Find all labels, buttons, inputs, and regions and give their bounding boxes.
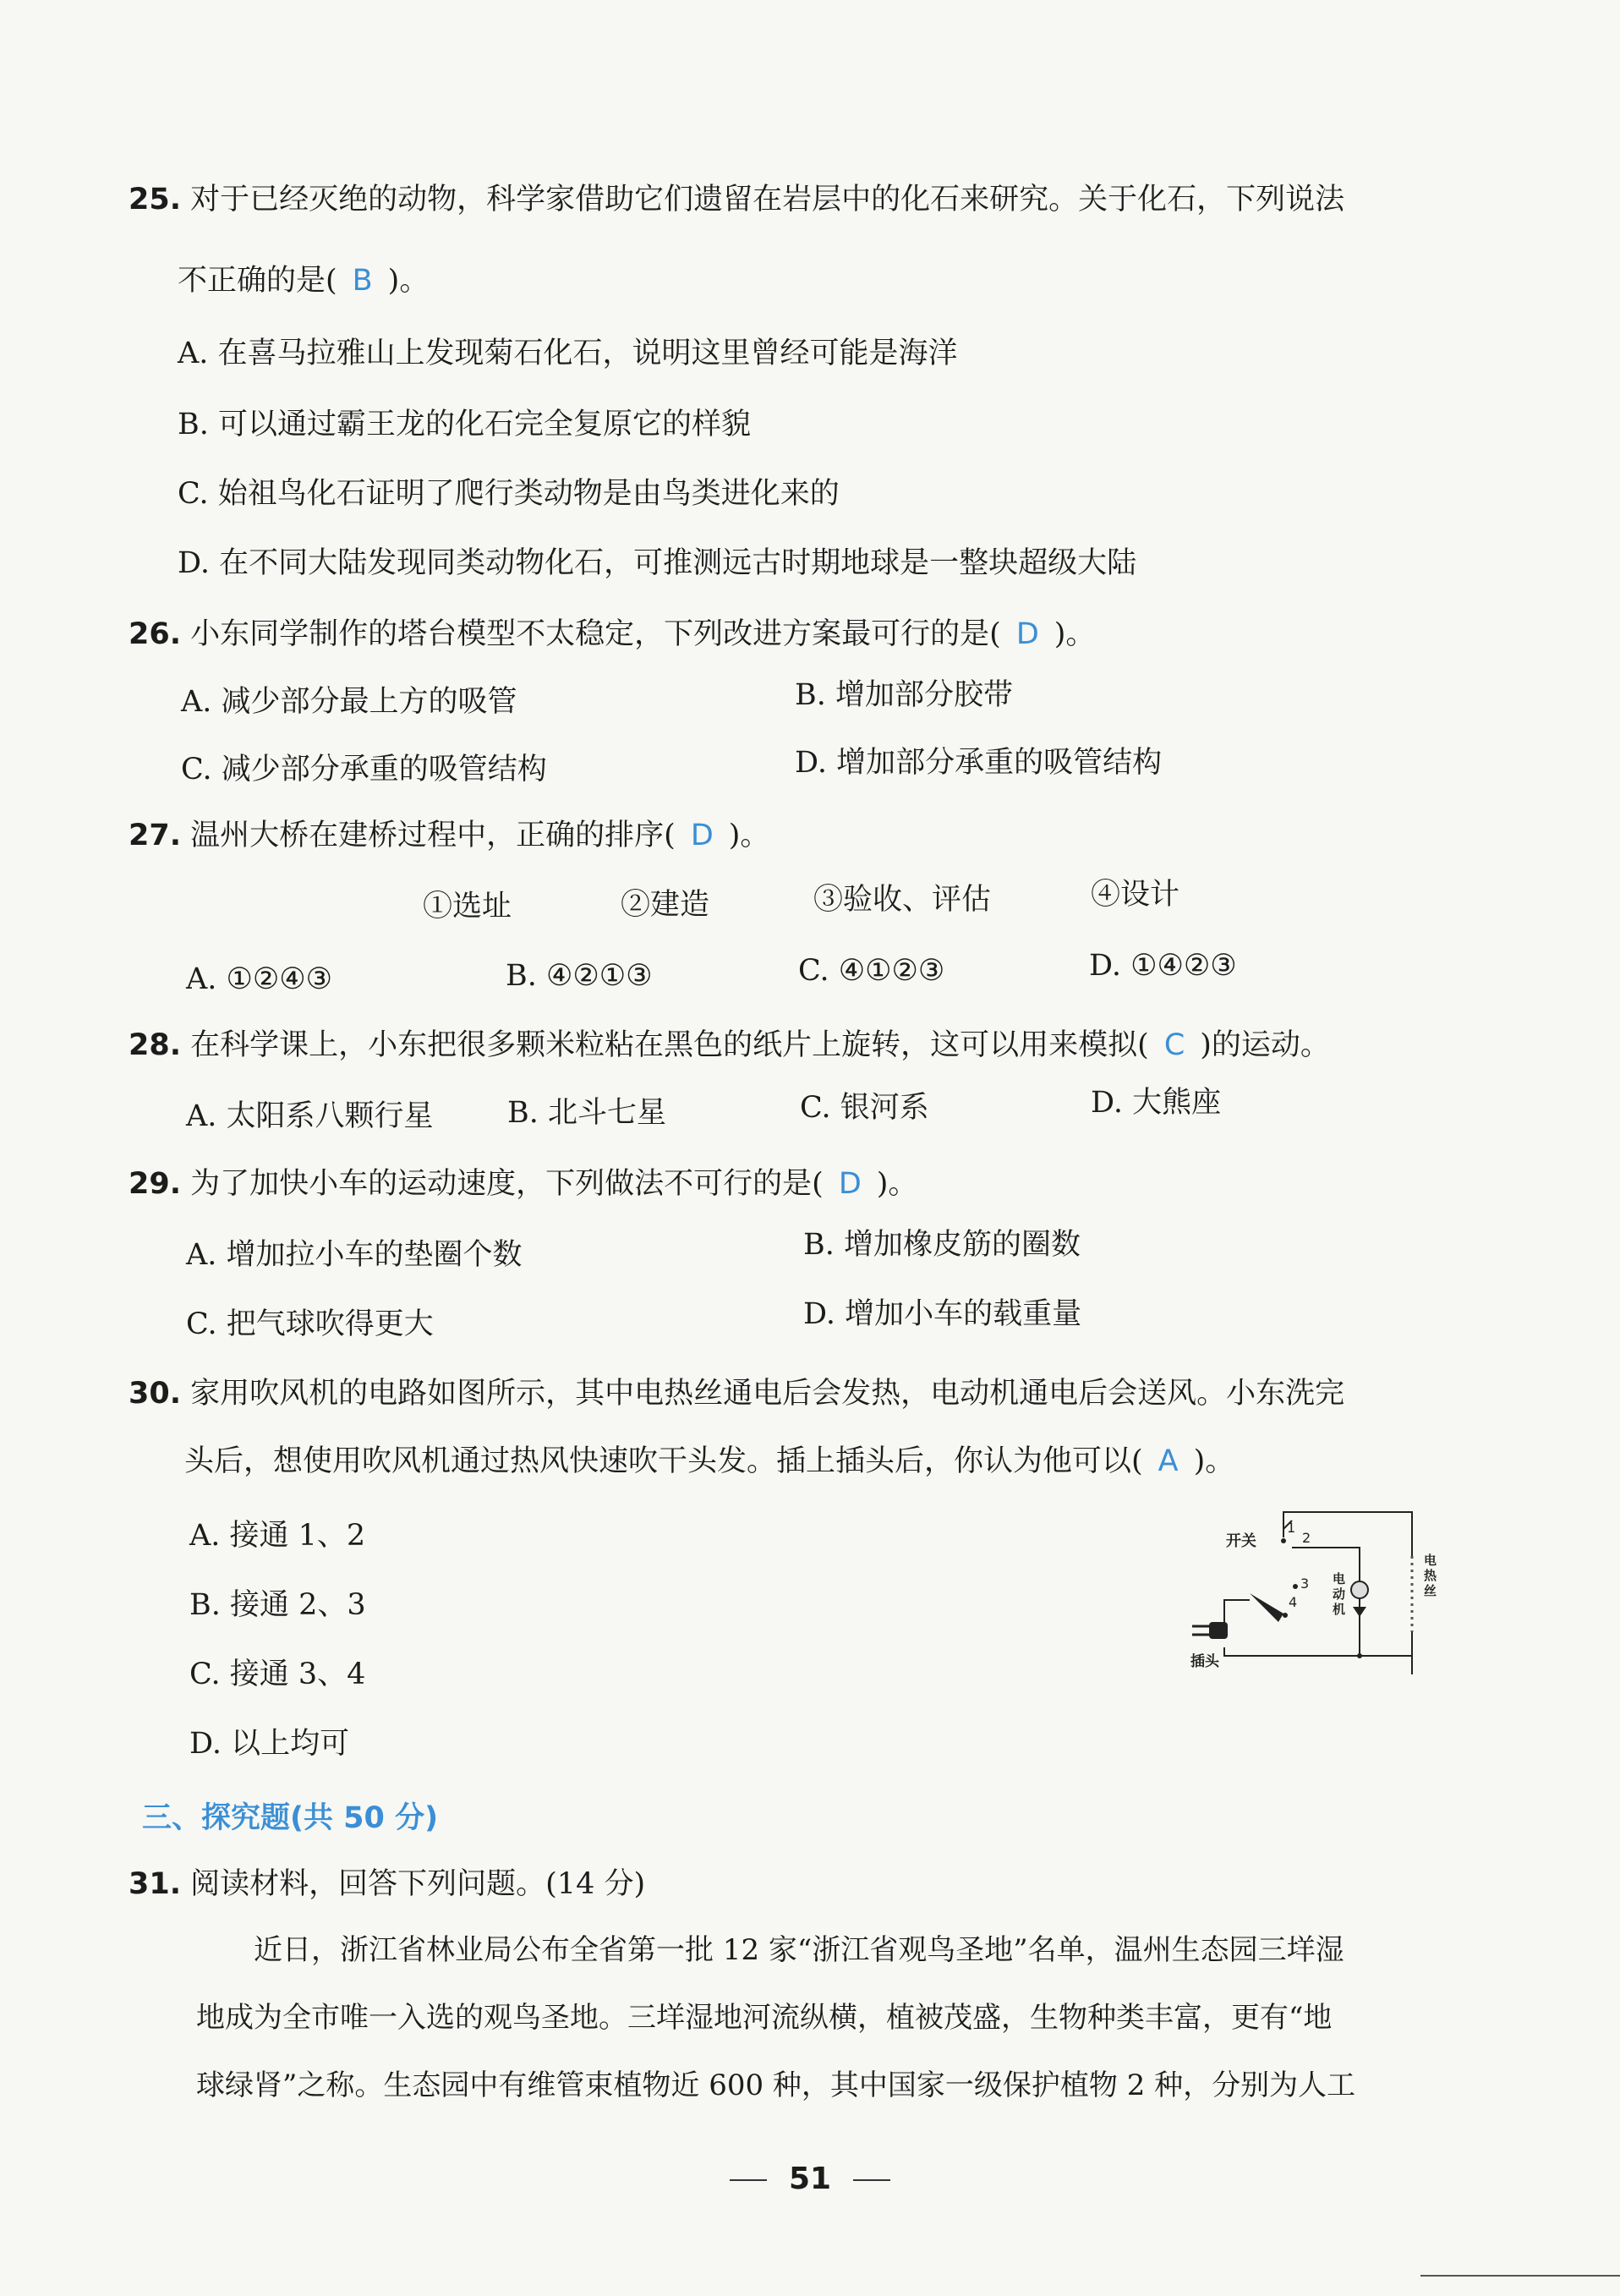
question-25-line1 [129, 181, 1344, 218]
answer-mark: B [352, 264, 373, 298]
answer-mark: A [1158, 1444, 1179, 1478]
dash-left [730, 2179, 767, 2181]
motor-label-3: 机 [1333, 1602, 1346, 1617]
option-a: A. 在喜马拉雅山上发现菊石化石，说明这里曾经可能是海洋 [178, 337, 958, 370]
question-29 [129, 1165, 917, 1203]
option-d: D. 增加部分承重的吸管结构 [795, 746, 1163, 780]
terminal-2: 2 [1302, 1530, 1311, 1546]
question-26 [129, 616, 1095, 653]
question-25-line2 [178, 262, 429, 299]
option-b: B. ④②①③ [506, 959, 653, 993]
stem-text: 为了加快小车的运动速度，下列做法不可行的是( [190, 1167, 824, 1201]
option-a: A. 减少部分最上方的吸管 [181, 685, 517, 719]
question-number: 28. [129, 1028, 182, 1062]
option-c: C. 始祖鸟化石证明了爬行类动物是由鸟类进化来的 [178, 477, 840, 511]
stem-text: 头后，想使用吹风机通过热风快速吹干头发。插上插头后，你认为他可以( [184, 1444, 1143, 1478]
option-b: B. 可以通过霸王龙的化石完全复原它的样貌 [178, 408, 751, 441]
dash-right [853, 2179, 890, 2181]
answer-mark: D [690, 819, 714, 852]
question-30-line1 [129, 1375, 1344, 1412]
option-b: B. 北斗七星 [507, 1096, 666, 1130]
option-d: D. 以上均可 [189, 1727, 350, 1761]
stem-text: 小东同学制作的塔台模型不太稳定，下列改进方案最可行的是( [190, 617, 1001, 651]
option-a: A. 接通 1、2 [189, 1519, 366, 1553]
question-stem: 阅读材料，回答下列问题。(14 分) [190, 1867, 646, 1901]
heater-label-1: 电 [1424, 1553, 1437, 1568]
answer-mark: C [1163, 1028, 1185, 1062]
answer-mark: D [838, 1167, 862, 1201]
option-d: D. ①④②③ [1089, 949, 1237, 983]
page-number [0, 2162, 1620, 2196]
hair-dryer-circuit-diagram [1167, 1505, 1454, 1674]
stem-text: )。 [876, 1167, 918, 1201]
question-stem: 家用吹风机的电路如图所示，其中电热丝通电后会发热，电动机通电后会送风。小东洗完 [190, 1377, 1345, 1411]
footer-rule [1420, 2275, 1620, 2277]
question-number: 26. [129, 617, 182, 651]
question-number: 25. [129, 183, 182, 216]
option-b: B. 接通 2、3 [189, 1588, 366, 1622]
step-4: ④设计 [1091, 878, 1180, 912]
stem-text: 不正确的是( [178, 264, 337, 298]
reading-paragraph-line-1: 近日，浙江省林业局公布全省第一批 12 家“浙江省观鸟圣地”名单，温州生态园三垟湿 [254, 1933, 1344, 1967]
option-a: A. 增加拉小车的垫圈个数 [186, 1238, 523, 1272]
terminal-1: 1 [1287, 1520, 1296, 1536]
stem-text: )。 [387, 264, 430, 298]
switch-label: 开关 [1226, 1532, 1256, 1550]
option-a: A. ①②④③ [186, 962, 333, 996]
question-stem: 对于已经灭绝的动物，科学家借助它们遗留在岩层中的化石来研究。关于化石，下列说法 [190, 183, 1345, 216]
plug-label: 插头 [1190, 1653, 1219, 1670]
terminal-4: 4 [1289, 1594, 1298, 1610]
stem-text: 在科学课上，小东把很多颗米粒粘在黑色的纸片上旋转，这可以用来模拟( [190, 1028, 1149, 1062]
option-c: C. 减少部分承重的吸管结构 [181, 753, 547, 786]
page-number-text: 51 [788, 2162, 832, 2196]
option-c: C. ④①②③ [798, 954, 945, 988]
motor-label-1: 电 [1333, 1571, 1346, 1586]
reading-paragraph-line-2: 地成为全市唯一入选的观鸟圣地。三垟湿地河流纵横，植被茂盛，生物种类丰富，更有“地 [196, 2001, 1333, 2035]
question-28 [129, 1027, 1330, 1064]
stem-text: )的运动。 [1200, 1028, 1330, 1062]
step-3: ③验收、评估 [813, 883, 992, 917]
question-number: 30. [129, 1377, 182, 1411]
option-d: D. 增加小车的载重量 [803, 1297, 1082, 1331]
stem-text: )。 [1054, 617, 1096, 651]
terminal-3: 3 [1300, 1575, 1310, 1592]
option-c: C. 银河系 [800, 1091, 929, 1125]
option-c: C. 把气球吹得更大 [186, 1307, 434, 1341]
stem-text: )。 [1193, 1444, 1235, 1478]
question-31 [129, 1866, 645, 1903]
step-1: ①选址 [423, 890, 512, 923]
stem-text: )。 [728, 819, 770, 852]
option-d: D. 大熊座 [1091, 1086, 1222, 1120]
option-a: A. 太阳系八颗行星 [186, 1099, 434, 1133]
answer-mark: D [1015, 617, 1039, 651]
option-c: C. 接通 3、4 [189, 1658, 366, 1691]
question-27 [129, 817, 769, 854]
question-30-line2 [184, 1443, 1234, 1480]
heater-label-2: 热 [1424, 1568, 1437, 1583]
heater-label-3: 丝 [1424, 1583, 1437, 1598]
option-b: B. 增加橡皮筋的圈数 [803, 1228, 1081, 1262]
motor-label-2: 动 [1333, 1586, 1346, 1602]
plug-icon [1192, 1622, 1228, 1639]
reading-paragraph-line-3: 球绿肾”之称。生态园中有维管束植物近 600 种，其中国家一级保护植物 2 种，分别为人工 [196, 2069, 1356, 2102]
option-b: B. 增加部分胶带 [795, 678, 1013, 712]
question-number: 31. [129, 1867, 182, 1901]
question-number: 29. [129, 1167, 182, 1201]
step-2: ②建造 [621, 888, 710, 922]
section-title: 三、探究题(共 50 分) [142, 1801, 439, 1835]
stem-text: 温州大桥在建桥过程中，正确的排序( [190, 819, 676, 852]
option-d: D. 在不同大陆发现同类动物化石，可推测远古时期地球是一整块超级大陆 [178, 546, 1137, 580]
question-number: 27. [129, 819, 182, 852]
